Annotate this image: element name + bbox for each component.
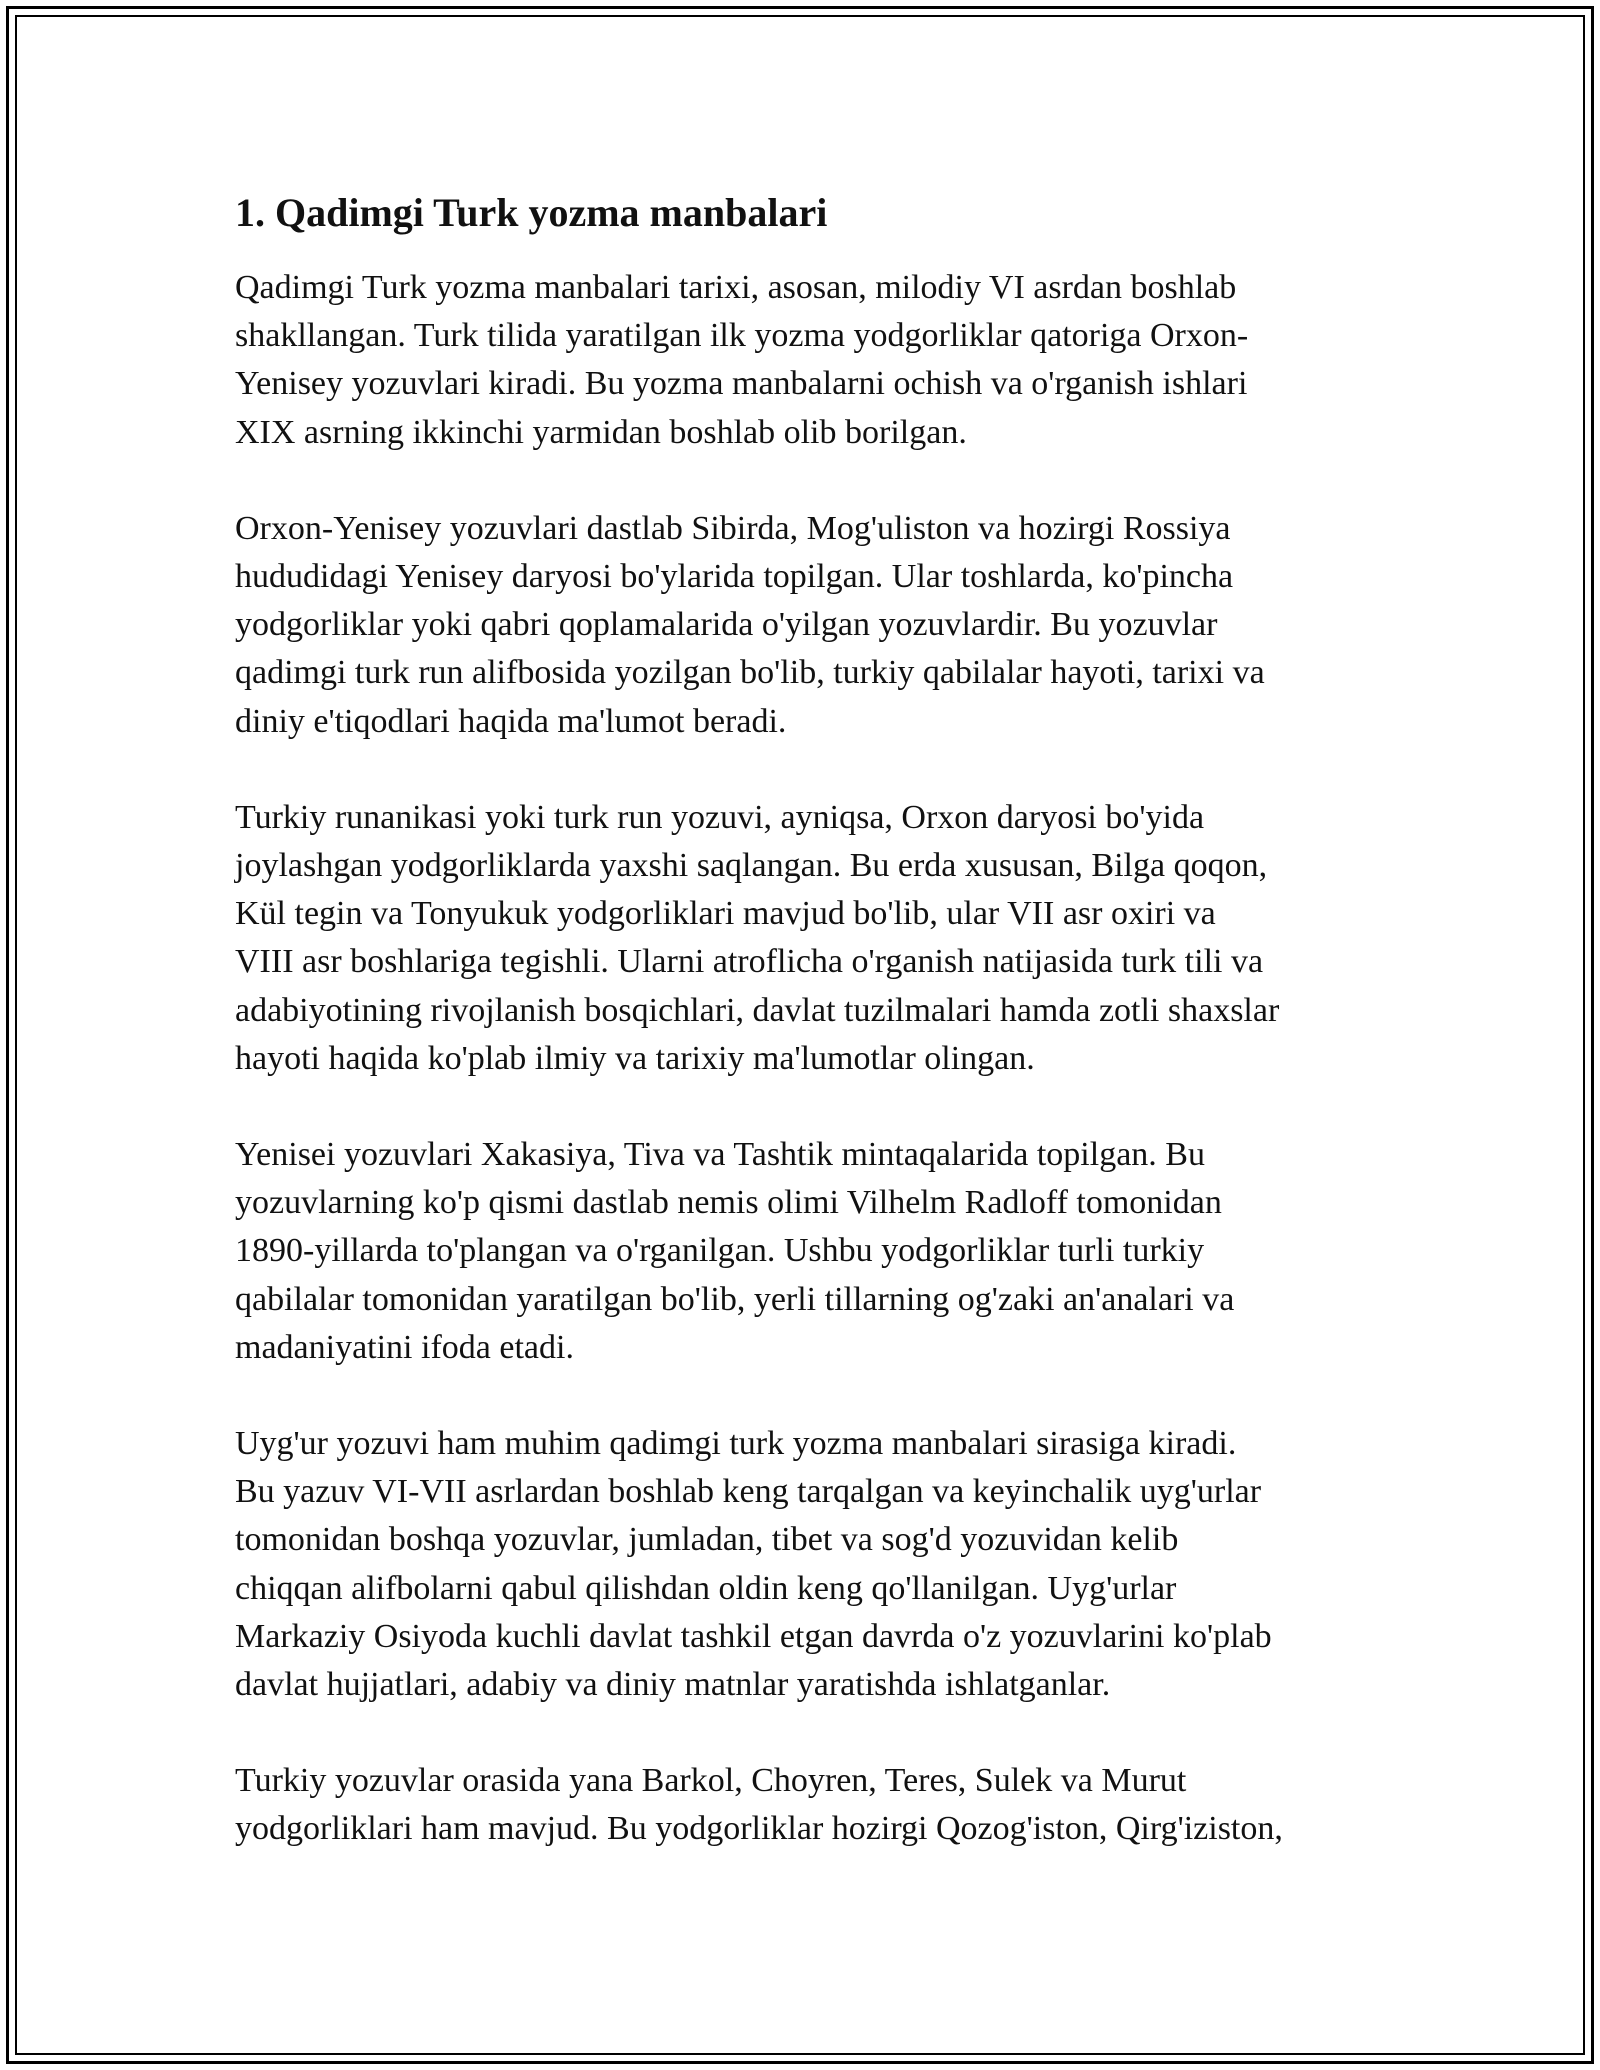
text-line: Yenisey yozuvlari kiradi. Bu yozma manbalarni ochish va o'rganish ishlari bbox=[235, 365, 1248, 403]
text-line: adabiyotining rivojlanish bosqichlari, davlat tuzilmalari hamda zotli shaxslar bbox=[235, 991, 1280, 1029]
text-line: Orxon-Yenisey yozuvlari dastlab Sibirda, Mog'uliston va hozirgi Rossiya bbox=[235, 509, 1231, 547]
paragraph-3 bbox=[235, 794, 1385, 1083]
text-line: chiqqan alifbolarni qabul qilishdan oldin keng qo'llanilgan. Uyg'urlar bbox=[235, 1569, 1177, 1607]
text-line: yodgorliklar yoki qabri qoplamalarida o'yilgan yozuvlardir. Bu yozuvlar bbox=[235, 606, 1218, 644]
document-body bbox=[235, 188, 1385, 1902]
text-line: XIX asrning ikkinchi yarmidan boshlab olib borilgan. bbox=[235, 413, 967, 451]
paragraph-1 bbox=[235, 264, 1385, 457]
text-line: diniy e'tiqodlari haqida ma'lumot beradi. bbox=[235, 702, 787, 740]
text-line: Qadimgi Turk yozma manbalari tarixi, asosan, milodiy VI asrdan boshlab bbox=[235, 269, 1237, 306]
text-line: Turkiy yozuvlar orasida yana Barkol, Choyren, Teres, Sulek va Murut bbox=[235, 1762, 1187, 1800]
text-line: yozuvlarning ko'p qismi dastlab nemis olimi Vilhelm Radloff tomonidan bbox=[235, 1184, 1222, 1222]
text-line: tomonidan boshqa yozuvlar, jumladan, tibet va sog'd yozuvidan kelib bbox=[235, 1521, 1179, 1559]
text-line: Turkiy runanikasi yoki turk run yozuvi, ayniqsa, Orxon daryosi bo'yida bbox=[235, 798, 1205, 836]
text-line: 1890-yillarda to'plangan va o'rganilgan. Ushbu yodgorliklar turli turkiy bbox=[235, 1232, 1205, 1270]
text-line: VIII asr boshlariga tegishli. Ularni atroflicha o'rganish natijasida turk tili va bbox=[235, 943, 1264, 981]
paragraph-2 bbox=[235, 505, 1385, 746]
text-line: shakllangan. Turk tilida yaratilgan ilk yozma yodgorliklar qatoriga Orxon- bbox=[235, 317, 1249, 355]
text-line: Uyg'ur yozuvi ham muhim qadimgi turk yozma manbalari sirasiga kiradi. bbox=[235, 1425, 1237, 1463]
text-line: qabilalar tomonidan yaratilgan bo'lib, yerli tillarning og'zaki an'analari va bbox=[235, 1280, 1235, 1318]
text-line: davlat hujjatlari, adabiy va diniy matnlar yaratishda ishlatganlar. bbox=[235, 1666, 1111, 1704]
text-line: Kül tegin va Tonyukuk yodgorliklari mavjud bo'lib, ular VII asr oxiri va bbox=[235, 895, 1216, 933]
text-line: Bu yazuv VI-VII asrlardan boshlab keng tarqalgan va keyinchalik uyg'urlar bbox=[235, 1473, 1262, 1511]
paragraph-5 bbox=[235, 1420, 1385, 1709]
text-line: joylashgan yodgorliklarda yaxshi saqlangan. Bu erda xususan, Bilga qoqon, bbox=[235, 847, 1268, 885]
text-line: qadimgi turk run alifbosida yozilgan bo'lib, turkiy qabilalar hayoti, tarixi va bbox=[235, 654, 1265, 692]
text-line: madaniyatini ifoda etadi. bbox=[235, 1328, 574, 1366]
text-line: hududidagi Yenisey daryosi bo'ylarida topilgan. Ular toshlarda, ko'pincha bbox=[235, 558, 1234, 596]
paragraph-4 bbox=[235, 1131, 1385, 1372]
text-line: Markaziy Osiyoda kuchli davlat tashkil etgan davrda o'z yozuvlarini ko'plab bbox=[235, 1617, 1272, 1655]
paragraph-6 bbox=[235, 1757, 1385, 1853]
text-line: Yenisei yozuvlari Xakasiya, Tiva va Tashtik mintaqalarida topilgan. Bu bbox=[235, 1136, 1205, 1174]
text-line: yodgorliklari ham mavjud. Bu yodgorliklar hozirgi Qozog'iston, Qirg'iziston, bbox=[235, 1810, 1283, 1848]
section-heading: 1. Qadimgi Turk yozma manbalari bbox=[235, 190, 828, 235]
text-line: hayoti haqida ko'plab ilmiy va tarixiy ma'lumotlar olingan. bbox=[235, 1039, 1035, 1077]
